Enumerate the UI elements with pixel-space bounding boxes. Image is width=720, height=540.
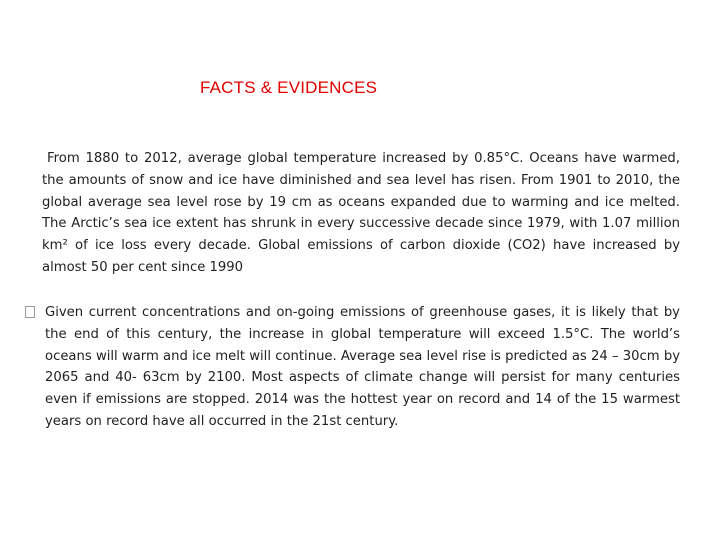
- slide-title: FACTS & EVIDENCES: [200, 78, 378, 97]
- missing-glyph-box-icon: [25, 306, 35, 318]
- paragraph-evidences: Given current concentrations and on-going emissions of greenhouse gases, it is likely that by the end of this century, the increase in global temperature will exceed 1.5°C. The world’s oceans will warm and ice melt will continue. Average sea level rise is predicted as 24 – 30cm by 2065 and 40- 63cm by 2100. Most aspects of climate change will persist for many centuries even if emissions are stopped. 2014 was the hottest year on record and 14 of the 15 warmest years on record have all occurred in the 21st century.: [45, 305, 680, 429]
- paragraph-facts: From 1880 to 2012, average global temperature increased by 0.85°C. Oceans have warmed, the amounts of snow and ice have diminished and sea level has risen. From 1901 to 2010, the global average sea level rose by 19 cm as oceans expanded due to warming and ice melted. The Arctic’s sea ice extent has shrunk in every successive decade since 1979, with 1.07 million km² of ice loss every decade. Global emissions of carbon dioxide (CO2) have increased by almost 50 per cent since 1990: [42, 151, 680, 275]
